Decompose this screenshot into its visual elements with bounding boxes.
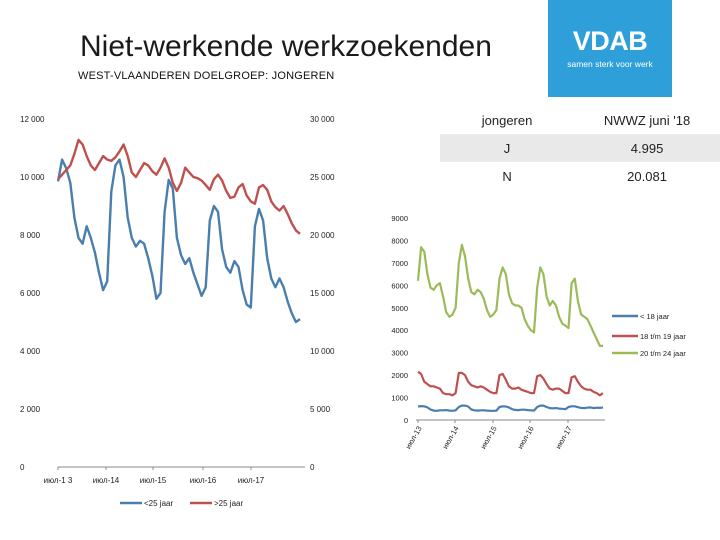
x-tick-label: июл-13: [403, 424, 424, 451]
y-tick-label: 3000: [391, 348, 408, 358]
table-cell: N: [440, 162, 574, 190]
age-series-line-1: [418, 372, 603, 396]
age-series-line-0: [418, 406, 603, 411]
page-title: Niet-werkende werkzoekenden: [80, 30, 492, 63]
y-tick-label: 6000: [391, 281, 408, 291]
right-y-tick-label: 15 000: [310, 289, 335, 298]
y-tick-label: 7000: [391, 258, 408, 268]
age-series-line-2: [418, 245, 603, 346]
y-tick-label: 9000: [391, 214, 408, 223]
left-y-tick-label: 0: [20, 463, 25, 472]
y-tick-label: 5000: [391, 303, 408, 313]
x-tick-label: июл-15: [478, 424, 499, 451]
left-y-tick-label: 2 000: [20, 405, 41, 414]
x-tick-label: июл-16: [515, 424, 536, 451]
left-y-tick-label: 10 000: [20, 173, 45, 182]
left-y-tick-label: 8 000: [20, 231, 41, 240]
y-tick-label: 0: [403, 416, 408, 425]
legend-label: < 18 jaar: [640, 312, 670, 321]
legend-label: >25 jaar: [214, 499, 244, 508]
legend-label: 20 t/m 24 jaar: [640, 349, 686, 358]
right-y-tick-label: 25 000: [310, 173, 335, 182]
logo-tagline: samen sterk voor werk: [567, 59, 653, 69]
y-tick-label: 4000: [391, 326, 408, 336]
x-tick-label: июл-15: [139, 476, 167, 485]
y-tick-label: 8000: [391, 236, 408, 246]
right-y-tick-label: 10 000: [310, 347, 335, 356]
table-header-cell: jongeren: [440, 106, 574, 134]
legend-label: <25 jaar: [144, 499, 174, 508]
x-tick-label: июл-14: [440, 424, 461, 451]
table-cell: 4.995: [574, 134, 720, 162]
x-tick-label: июл-17: [237, 476, 265, 485]
x-tick-label: июл-16: [189, 476, 217, 485]
left-y-tick-label: 6 000: [20, 289, 41, 298]
right-y-tick-label: 0: [310, 463, 315, 472]
x-tick-label: июл-1 3: [43, 476, 73, 485]
right-y-tick-label: 5 000: [310, 405, 331, 414]
right-y-tick-label: 20 000: [310, 231, 335, 240]
left-y-tick-label: 12 000: [20, 115, 45, 124]
right-y-tick-label: 30 000: [310, 115, 335, 124]
x-tick-label: июл-17: [553, 424, 574, 451]
legend-label: 18 t/m 19 jaar: [640, 332, 686, 341]
logo-name: VDAB: [572, 26, 648, 56]
y-tick-label: 2000: [391, 371, 408, 381]
table-header-cell: NWWZ juni '18: [574, 106, 720, 134]
table-cell: J: [440, 134, 574, 162]
y-tick-label: 1000: [391, 393, 408, 403]
page-subtitle: WEST-VLAANDEREN DOELGROEP: JONGEREN: [78, 70, 335, 82]
left-y-tick-label: 4 000: [20, 347, 41, 356]
table-cell: 20.081: [574, 162, 720, 190]
x-tick-label: июл-14: [92, 476, 120, 485]
